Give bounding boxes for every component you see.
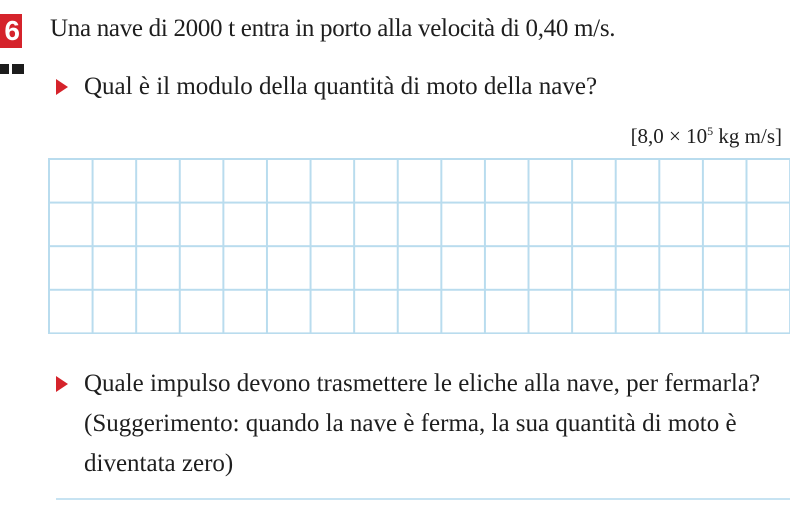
question-1-text: Qual è il modulo della quantità di moto della nave? xyxy=(84,73,598,100)
question-2 xyxy=(56,364,786,484)
answer-grid[interactable] xyxy=(48,158,790,334)
answer-exponent: 5 xyxy=(707,124,714,138)
triangle-arrow-icon xyxy=(56,79,68,95)
answer-mantissa: [8,0 × 10 xyxy=(630,124,708,148)
difficulty-bar xyxy=(0,64,9,74)
question-1-answer xyxy=(631,116,782,151)
triangle-arrow-icon xyxy=(56,376,68,392)
divider-line xyxy=(56,498,790,500)
exercise-number-badge: 6 xyxy=(0,14,22,48)
difficulty-bar xyxy=(12,64,24,74)
question-1 xyxy=(56,68,597,106)
question-2-text: Quale impulso devono trasmettere le eliche alla nave, per fermarla? (Suggerimento: quando la nave è ferma, la sua quantità di moto è diventata zero) xyxy=(84,370,761,477)
difficulty-indicator xyxy=(0,64,24,74)
answer-unit: kg m/s] xyxy=(713,124,782,148)
exercise-statement: Una nave di 2000 t entra in porto alla velocità di 0,40 m/s. xyxy=(50,15,616,42)
